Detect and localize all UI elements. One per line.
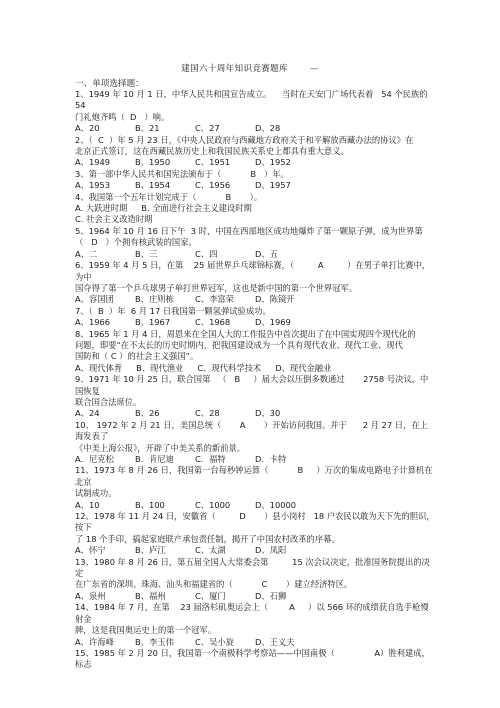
answer-option: B、庄则栋 (135, 294, 174, 305)
options-row (75, 637, 435, 648)
question-item (75, 329, 435, 375)
answer-option: B．肯尼迪 (135, 454, 174, 464)
answer-option: A、容国团 (75, 294, 114, 305)
options-row (75, 180, 435, 191)
question-list (75, 89, 435, 671)
answer-option: B、1967 (135, 317, 171, 328)
answer-option: D、10000 (255, 499, 297, 510)
question-item (75, 465, 435, 511)
question-text: 4、我国第一个五年计划完成于（ B ）。 (75, 191, 263, 202)
answer-option: B. 全面进行社会主义建设时期 (141, 203, 252, 214)
title-mark: — (309, 64, 319, 74)
options-row (75, 363, 435, 374)
question-text: 在广东省的深圳、珠海、汕头和福建省的（ C ）建立经济特区。 (75, 579, 353, 590)
question-text: 问题，即要“在不太长的历史时期内，把我国建设成为一个具有现代农业、现代工业、现代 (75, 339, 403, 350)
options-row (75, 157, 435, 168)
question-item (75, 306, 435, 329)
answer-option: B、1950 (135, 157, 171, 168)
answer-option: A、10 (75, 499, 100, 510)
answer-option: D、凤阳 (255, 545, 287, 556)
question-item (75, 192, 435, 226)
options-row (75, 454, 435, 465)
options-row (75, 294, 435, 305)
answer-option: A、怀宁 (75, 545, 106, 556)
question-text: 14、1984 年 7 月，在第 23 届洛杉矶奥运会上（ A ）以 566 环的成绩获自选手枪慢射金 (75, 602, 429, 624)
question-item (75, 226, 435, 260)
question-text: （ D ）个拥有核武装的国家。 (75, 237, 197, 248)
answer-option: D、现代金融业 (275, 362, 332, 373)
answer-option: A．尼克松 (75, 454, 114, 464)
answer-option: C、太湖 (195, 545, 226, 556)
answer-option: C、28 (195, 408, 220, 419)
answer-option: D．卡特 (255, 454, 287, 464)
question-text: 牌，这是我国奥运史上的第一个冠军。 (75, 625, 217, 636)
question-item (75, 260, 435, 306)
question-item (75, 89, 435, 135)
answer-option: B、庐江 (135, 545, 166, 556)
answer-option: D、陈镜开 (255, 294, 295, 305)
question-text: 试制成功。 (75, 488, 117, 499)
answer-option: C、现代科学技术 (197, 362, 262, 373)
answer-option: B、李玉伟 (135, 636, 174, 647)
question-text: 北京正式签订，这在西藏民族历史上和我国民族关系史上都具有重大意义。 (75, 146, 349, 157)
title-text: 建国六十周年知识竞赛题库 (181, 64, 288, 74)
options-row (75, 203, 435, 214)
question-text: 3、第一部中华人民共和国宪法颁布于（ B ）年。 (75, 168, 289, 179)
answer-option: A、1953 (75, 180, 111, 191)
answer-option: D、1957 (255, 180, 291, 191)
answer-option: B、21 (135, 123, 160, 134)
answer-option: A、许海峰 (75, 636, 114, 647)
answer-option: C、1968 (195, 317, 231, 328)
answer-option: D、五 (255, 248, 278, 259)
question-text: 国夺得了第一个乒乓球男子单打世界冠军，这也是新中国的第一个世界冠军。 (75, 282, 358, 293)
answer-option: C、1951 (195, 157, 231, 168)
question-item (75, 135, 435, 169)
question-text: 12、1978 年 11 月 24 日，安徽省（ D ）县小岗村 18 户农民以敢为天下先的胆识，按下 (75, 511, 435, 533)
question-item (75, 169, 435, 192)
options-row (75, 249, 435, 260)
answer-option: B、26 (135, 408, 160, 419)
question-text: 8、1965 年 1 月 4 日，周恩来在全国人大的工作报告中首次提出了在中国实现四个现代化的 (75, 328, 416, 339)
options-row (75, 545, 435, 556)
answer-option: D、石狮 (255, 590, 287, 601)
question-text: 9、1971 年 10 月 25 日，联合国第 （ B ）届大会以压倒多数通过 2758 号决议，中国恢复 (75, 374, 429, 396)
answer-option: A. 大跃进时期 (75, 203, 128, 214)
answer-option: B、1954 (135, 180, 171, 191)
answer-option: C、1956 (195, 180, 231, 191)
question-item (75, 602, 435, 648)
question-text: 5、1964 年 10 月 16 日下午 3 时，中国在西部地区成功地爆炸了第一颗原子弹，成为世界第 (75, 225, 423, 236)
question-text: 国防和（ C ）的社会主义强国”。 (75, 351, 199, 362)
question-text: 1、1949 年 10 月 1 日，中华人民共和国宣告成立。 当时在天安门广场代表着 54 个民族的 54 (75, 89, 433, 111)
answer-option: B、现代渔业 (136, 362, 184, 373)
answer-option: C．福特 (195, 454, 226, 464)
options-row (75, 123, 435, 134)
answer-option: C、李富荣 (195, 294, 234, 305)
answer-option: A、1949 (75, 157, 111, 168)
options-row (75, 408, 435, 419)
answer-option: C. 社会主义改造时期 (75, 214, 153, 225)
question-text: 了 18 个手印，搞起家庭联产承包责任制，揭开了中国农村改革的序幕。 (75, 533, 340, 544)
question-text: 《中美上海公报》，开辟了中美关系的新前景。 (75, 442, 246, 453)
answer-option: A、24 (75, 408, 100, 419)
question-text: 15、1985 年 2 月 20 日，我国第一个南极科学考察站——中国南极（ A）胜利建成，标志 (75, 647, 430, 670)
question-item (75, 420, 435, 466)
question-text: 13、1980 年 8 月 26 日，第五届全国人大常委会第 15 次会议决定，批准国务院提出的决定 (75, 556, 430, 579)
options-row (75, 214, 435, 225)
answer-option: A、20 (75, 123, 100, 134)
question-item (75, 648, 435, 671)
question-item (75, 374, 435, 420)
options-row (75, 500, 435, 511)
question-text: 7、（ B ）年 6 月 17 日我国第一颗氢弹试验成功。 (75, 305, 271, 316)
question-text: 10、 1972 年 2 月 21 日，美国总统（ A ）开始访问我国。并于 2 月 27 日，在上海发表了 (75, 419, 428, 442)
answer-option: D、30 (255, 408, 281, 419)
answer-option: C、吴小旋 (195, 636, 234, 647)
answer-option: C、1000 (195, 499, 231, 510)
answer-option: A、1966 (75, 317, 111, 328)
answer-option: A、泉州 (75, 590, 106, 601)
question-item (75, 511, 435, 557)
answer-option: D、王义夫 (255, 636, 295, 647)
answer-option: D、1952 (255, 157, 291, 168)
answer-option: A、二 (75, 248, 98, 259)
answer-option: D、28 (255, 123, 281, 134)
question-text: 联合国合法席位。 (75, 396, 142, 407)
document-title (0, 62, 500, 74)
answer-option: A、现代体育 (75, 362, 123, 373)
question-text: 11、1973 年 8 月 26 日，我国第一台每秒钟运算（ B ）万次的集成电路电子计算机在北京 (75, 465, 433, 487)
answer-option: C、四 (195, 248, 218, 259)
answer-option: D、1969 (255, 317, 291, 328)
answer-option: C、27 (195, 123, 220, 134)
question-text: 2、（ C ）年 5 月 23 日，《中央人民政府与西藏地方政府关于和平解放西藏办法的协议》在 (75, 134, 414, 145)
options-row (75, 591, 435, 602)
answer-option: B、三 (135, 248, 158, 259)
answer-option: B、福州 (135, 590, 166, 601)
answer-option: B、100 (135, 499, 165, 510)
options-row (75, 317, 435, 328)
section-heading: 一、单项选择题： (75, 79, 144, 89)
question-text: 门礼炮齐鸣（ D ）响。 (75, 111, 170, 122)
question-item (75, 557, 435, 603)
question-text: 6、1959 年 4 月 5 日，在第 25 届世界乒乓球锦标赛，（ A ）在男子单打比赛中，为中 (75, 260, 431, 282)
answer-option: C、厦门 (195, 590, 226, 601)
